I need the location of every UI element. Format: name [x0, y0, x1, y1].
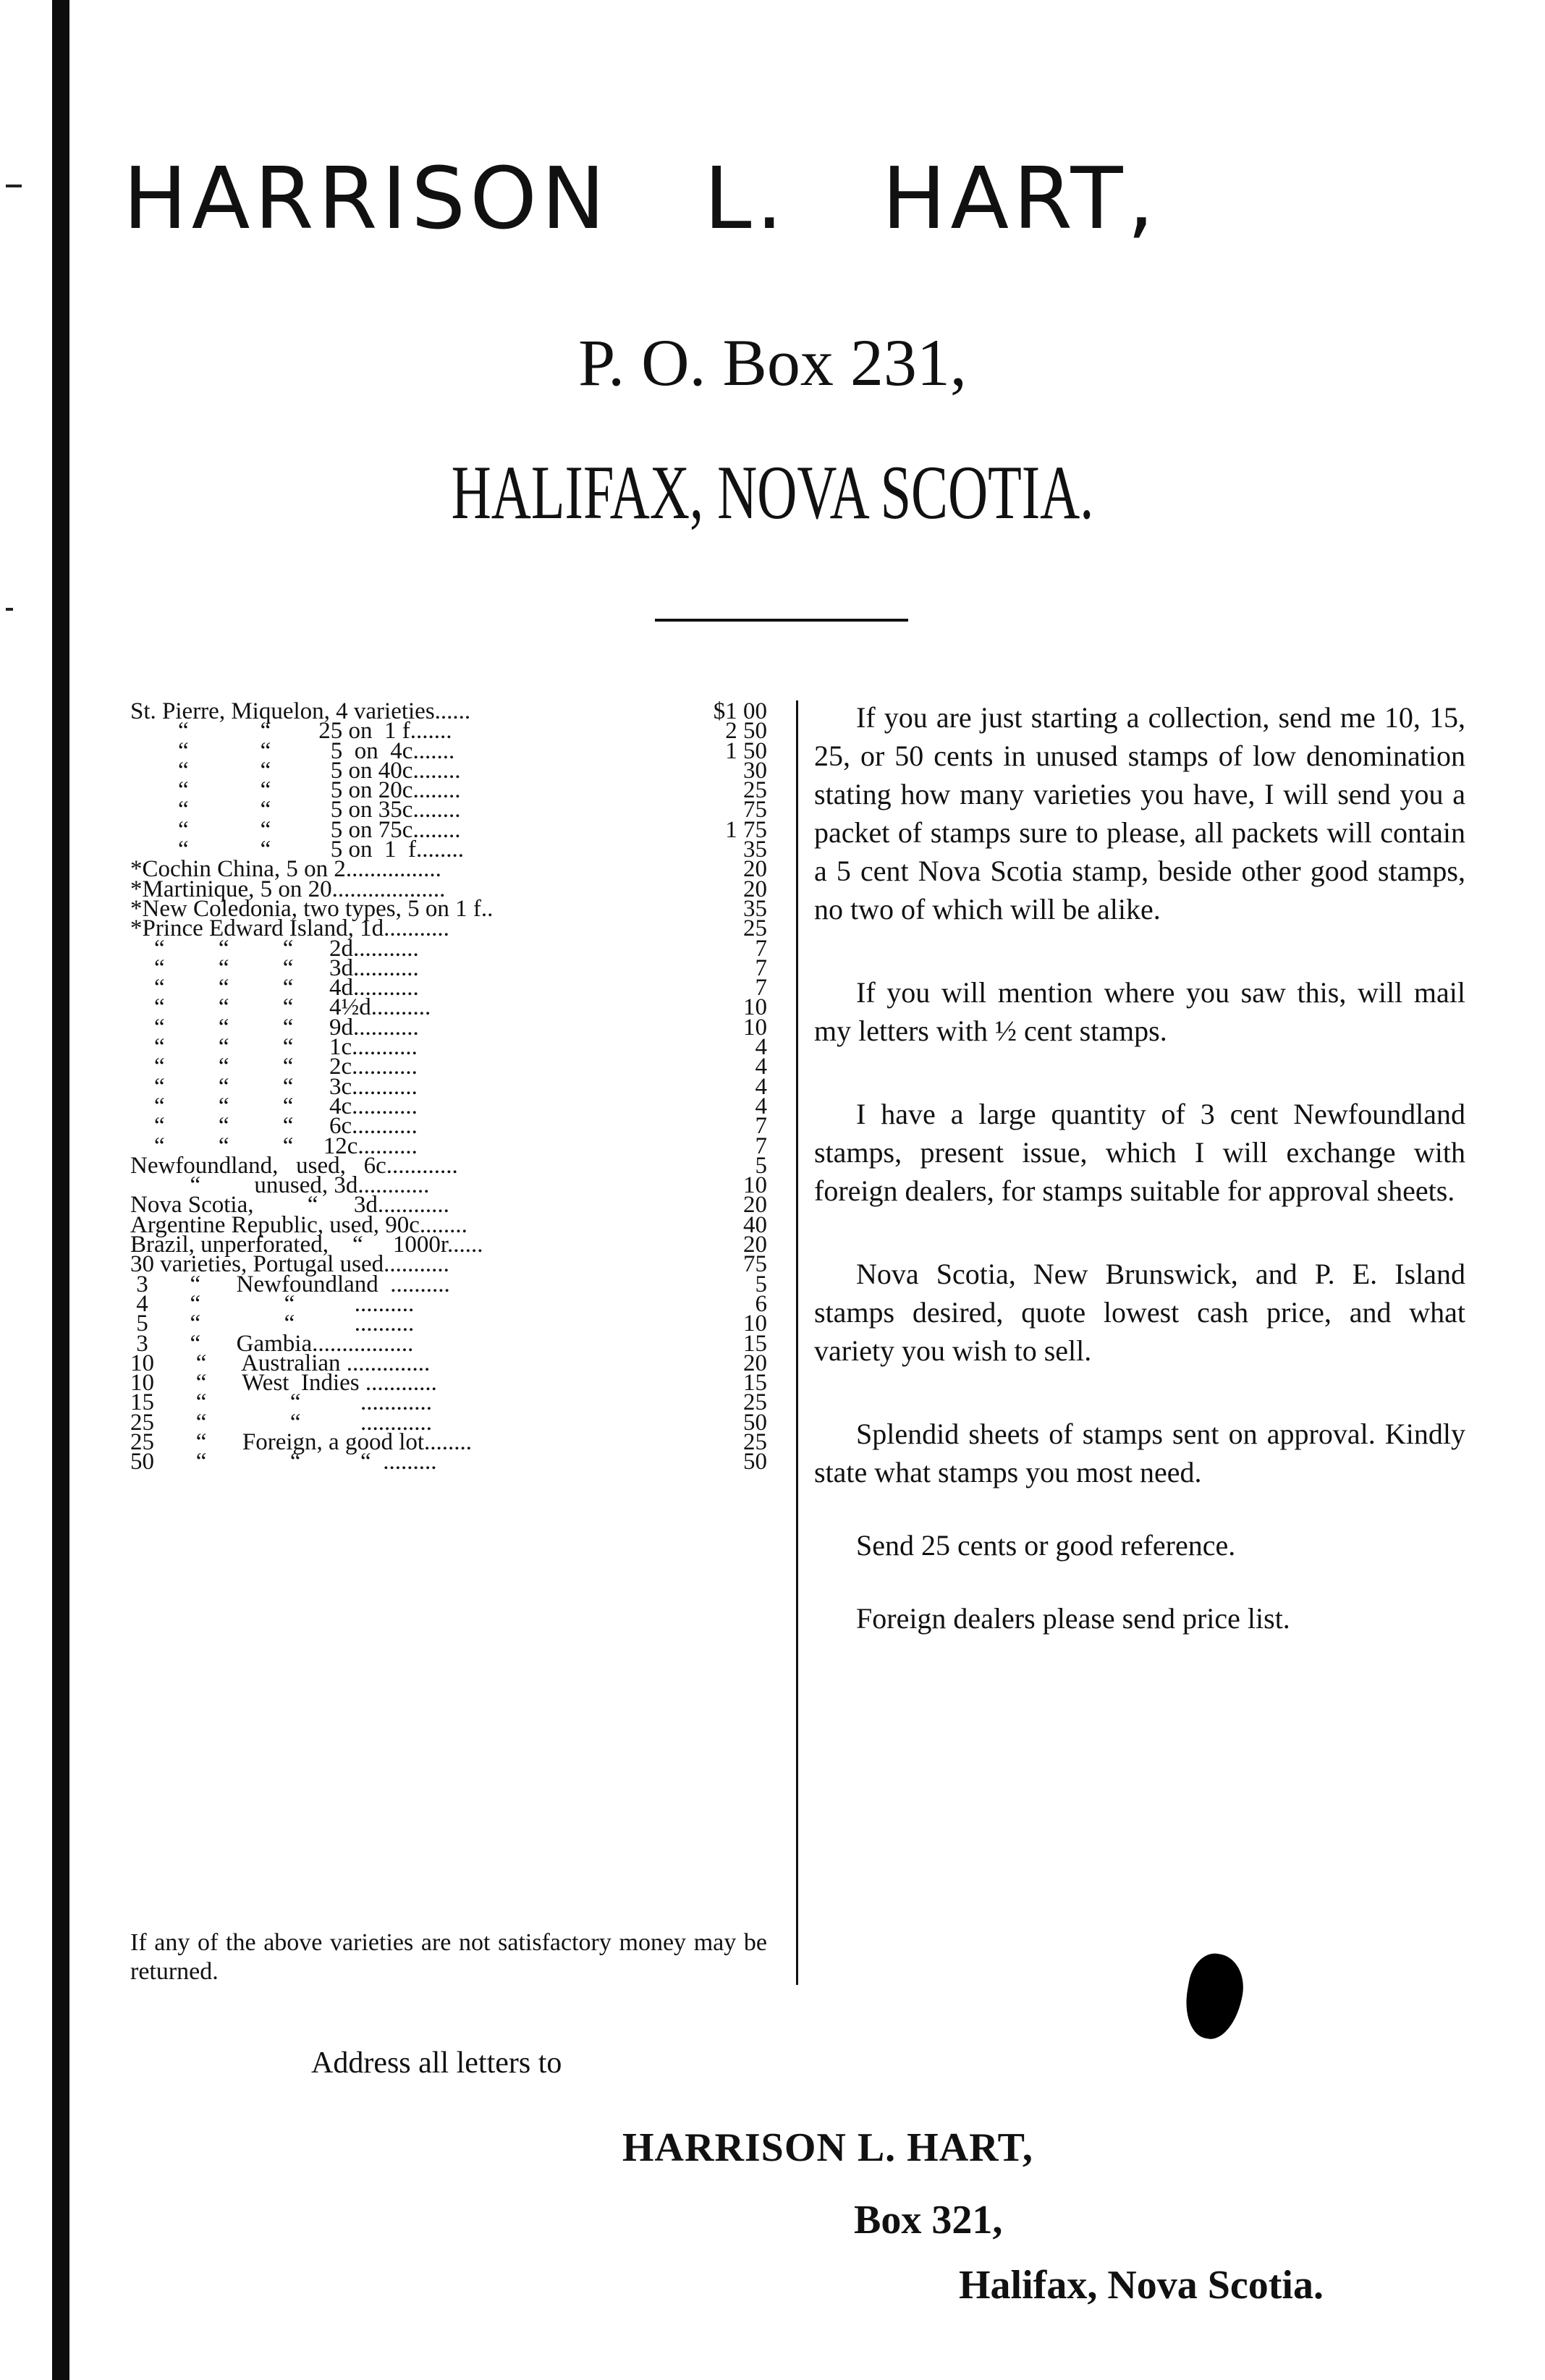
stamp-price: 2 50 [725, 718, 767, 745]
notice-paragraph: Splendid sheets of stamps sent on approval. Kindly state what stamps you most need. [814, 1418, 1465, 1488]
price-list [130, 698, 767, 1475]
stamp-price: 7 [755, 954, 767, 981]
stamp-price: 10 [743, 994, 767, 1021]
stamp-price: 1 75 [725, 816, 767, 843]
stamp-description: “ “ “ 6c........... [130, 1113, 418, 1140]
stamp-description: 3 “ Newfoundland .......... [130, 1271, 450, 1297]
stamp-price: 25 [743, 1389, 767, 1416]
address-box: Box 321, [854, 2198, 1003, 2243]
stamp-price: 5 [755, 1271, 767, 1297]
stamp-price: 75 [743, 1251, 767, 1278]
stamp-price: 20 [743, 1192, 767, 1219]
advertiser-name-heading: HARRISON L. HART, [123, 148, 1159, 248]
stamp-price: 75 [743, 797, 767, 823]
stamp-price: 25 [743, 915, 767, 942]
stamp-price: 15 [743, 1330, 767, 1357]
po-box-heading: P. O. Box 231, [578, 326, 967, 399]
notice-paragraph: Foreign dealers please send price list. [856, 1602, 1290, 1635]
stamp-description: “ “ “ 3d........... [130, 954, 419, 981]
notice-paragraph: Send 25 cents or good reference. [856, 1529, 1236, 1562]
stamp-description: “ “ 5 on 4c....... [130, 737, 455, 764]
stamp-description: “ “ “ 1c........... [130, 1034, 418, 1061]
stamp-price: 30 [743, 757, 767, 784]
stamp-description: “ “ “ 4c........... [130, 1093, 418, 1119]
stamp-price: 5 [755, 1152, 767, 1179]
stamp-description: “ “ 5 on 35c........ [130, 797, 461, 823]
address-name: HARRISON L. HART, [622, 2125, 1033, 2170]
stamp-description: *Cochin China, 5 on 2................ [130, 856, 441, 883]
stamp-description: 3 “ Gambia................. [130, 1330, 414, 1357]
price-list-note: If any of the above varieties are not satisfactory money may be returned. [130, 1929, 767, 1985]
stamp-price: 7 [755, 1113, 767, 1140]
heading-divider [655, 619, 908, 622]
notice-paragraph: If you are just starting a collection, send me 10, 15, 25, or 50 cents in unused stamps of low denomination stating how many varieties you have, I will send you a packet of stamps sure to please, all packets will contain a 5 cent Nova Scotia stamp, beside other good stamps, no two of which will be alike. [814, 701, 1465, 926]
notices-column [814, 698, 1465, 1638]
stamp-description: *Martinique, 5 on 20................... [130, 876, 446, 902]
stamp-price: 4 [755, 1054, 767, 1080]
stamp-price: 40 [743, 1211, 767, 1238]
column-divider [796, 700, 798, 1985]
stamp-description: “ “ “ 2c........... [130, 1054, 418, 1080]
stamp-description: 5 “ “ .......... [130, 1310, 415, 1337]
margin-mark [6, 608, 13, 611]
stamp-price: 20 [743, 1232, 767, 1258]
stamp-price: 20 [743, 856, 767, 883]
stamp-price: 10 [743, 1014, 767, 1041]
stamp-description: “ “ “ 9d........... [130, 1014, 419, 1041]
stamp-description: 10 “ Australian .............. [130, 1350, 431, 1376]
stamp-description: “ “ “ 2d........... [130, 935, 419, 962]
stamp-description: 50 “ “ “ ......... [130, 1449, 437, 1475]
notice-paragraph: I have a large quantity of 3 cent Newfoundland stamps, present issue, which I will exchange with foreign dealers, for stamps suitable for approval sheets. [814, 1098, 1465, 1207]
stamp-price: 7 [755, 935, 767, 962]
stamp-description: “ “ “ 3c........... [130, 1073, 418, 1100]
stamp-description: “ “ “ 4d........... [130, 975, 419, 1001]
stamp-price: 4 [755, 1034, 767, 1061]
stamp-description: 25 “ Foreign, a good lot........ [130, 1428, 473, 1455]
stamp-description: “ “ 5 on 1 f........ [130, 837, 465, 863]
stamp-price: 20 [743, 1350, 767, 1376]
address-intro: Address all letters to [311, 2046, 562, 2080]
stamp-description: “ “ 25 on 1 f....... [130, 718, 452, 745]
stamp-description: Brazil, unperforated, “ 1000r...... [130, 1232, 483, 1258]
stamp-price: 4 [755, 1093, 767, 1119]
stamp-price: 15 [743, 1370, 767, 1397]
notice-paragraph: Nova Scotia, New Brunswick, and P. E. Island stamps desired, quote lowest cash price, and what variety you wish to sell. [814, 1258, 1465, 1367]
stamp-description: Nova Scotia, “ 3d............ [130, 1192, 449, 1219]
stamp-description: “ “ “ 4½d.......... [130, 994, 431, 1021]
stamp-price: 20 [743, 876, 767, 902]
ink-blot [1180, 1949, 1248, 2043]
stamp-price: 1 50 [725, 737, 767, 764]
stamp-description: “ “ “ 12c.......... [130, 1132, 418, 1159]
stamp-description: 25 “ “ ............ [130, 1409, 433, 1436]
stamp-price: 7 [755, 1132, 767, 1159]
stamp-price: 6 [755, 1290, 767, 1317]
margin-mark [6, 185, 22, 187]
stamp-price: 10 [743, 1310, 767, 1337]
stamp-price: 7 [755, 975, 767, 1001]
stamp-price: $1 00 [713, 698, 767, 724]
stamp-description: “ “ 5 on 75c........ [130, 816, 461, 843]
address-city: Halifax, Nova Scotia. [959, 2263, 1324, 2308]
stamp-description: 4 “ “ .......... [130, 1290, 415, 1317]
stamp-description: 10 “ West Indies ............ [130, 1370, 437, 1397]
stamp-description: St. Pierre, Miquelon, 4 varieties...... [130, 698, 471, 724]
stamp-price: 25 [743, 1428, 767, 1455]
price-list-row [130, 1449, 767, 1475]
stamp-price: 4 [755, 1073, 767, 1100]
stamp-price: 10 [743, 1172, 767, 1199]
stamp-description: “ “ 5 on 40c........ [130, 757, 461, 784]
stamp-description: Newfoundland, used, 6c............ [130, 1152, 458, 1179]
stamp-description: *New Coledonia, two types, 5 on 1 f.. [130, 895, 494, 922]
stamp-price: 35 [743, 895, 767, 922]
stamp-price: 50 [743, 1409, 767, 1436]
stamp-price: 50 [743, 1449, 767, 1475]
stamp-description: *Prince Edward Island, 1d........... [130, 915, 449, 942]
stamp-description: 15 “ “ ............ [130, 1389, 433, 1416]
notice-paragraph: If you will mention where you saw this, will mail my letters with ½ cent stamps. [814, 976, 1465, 1047]
stamp-price: 25 [743, 777, 767, 804]
stamp-description: “ unused, 3d............ [130, 1172, 430, 1199]
stamp-description: “ “ 5 on 20c........ [130, 777, 461, 804]
stamp-description: 30 varieties, Portugal used........... [130, 1251, 449, 1278]
stamp-price: 35 [743, 837, 767, 863]
stamp-description: Argentine Republic, used, 90c........ [130, 1211, 467, 1238]
city-heading: HALIFAX, NOVA SCOTIA. [451, 450, 1094, 535]
